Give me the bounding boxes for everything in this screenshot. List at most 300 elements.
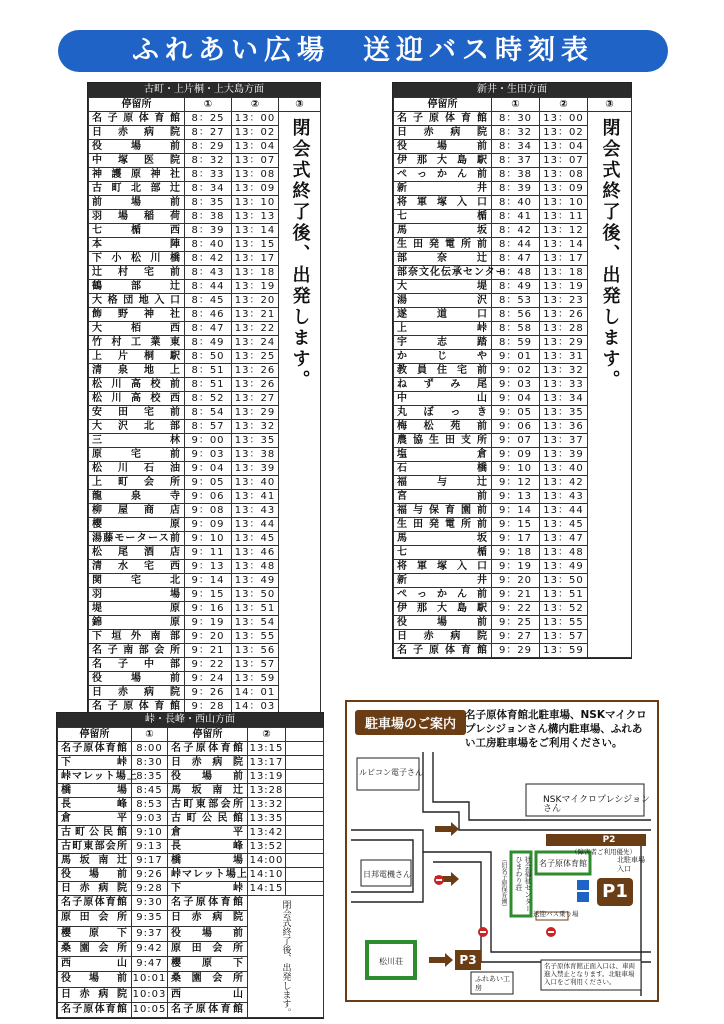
departure-time: 8：41 [492, 210, 540, 224]
departure-time: 8：47 [492, 252, 540, 266]
label-bus-stop: 送迎バス乗り場 [533, 910, 579, 918]
departure-time: 9：10 [185, 532, 232, 546]
departure-time: 13：29 [232, 406, 279, 420]
departure-time: 8：40 [492, 196, 540, 210]
departure-time: 8：34 [185, 182, 232, 196]
stop-name: 上片桐駅 [89, 350, 185, 364]
stop-name: 松川高校西 [89, 392, 185, 406]
route1-table [88, 97, 321, 714]
stop-name: 松川石油 [89, 462, 185, 476]
departure-time: 13：21 [232, 308, 279, 322]
stop-name: 桑園会所 [58, 941, 132, 956]
departure-time: 9：07 [492, 434, 540, 448]
table-row [58, 882, 324, 896]
departure-note [248, 896, 324, 1018]
departure-time: 9：19 [492, 560, 540, 574]
stop-name: 倉平 [58, 812, 132, 826]
stop-name: ぺっかん前 [394, 168, 492, 182]
departure-time: 8：43 [185, 266, 232, 280]
map-canvas [351, 752, 651, 996]
page-title: ふれあい広場 送迎バス時刻表 [58, 30, 668, 72]
departure-time: 8:35 [132, 770, 168, 784]
stop-name: 関宅北 [89, 574, 185, 588]
departure-time: 13:15 [248, 742, 286, 756]
stop-name: 湯藤モータース前 [89, 532, 185, 546]
departure-time: 13：35 [540, 406, 588, 420]
departure-time: 9：21 [492, 588, 540, 602]
label-north-entrance: 北駐車場入口 [617, 856, 645, 873]
departure-time: 8：42 [492, 224, 540, 238]
stop-name: 名子原体育館 [89, 700, 185, 714]
departure-time: 9：15 [492, 518, 540, 532]
departure-time: 13：14 [232, 224, 279, 238]
stop-name: 遂道口 [394, 308, 492, 322]
route1-title: 古町・上片桐・上大島方面 [88, 83, 320, 97]
col-header: ③ [588, 98, 632, 112]
departure-time: 9:26 [132, 868, 168, 882]
departure-time: 13：19 [232, 280, 279, 294]
departure-time: 8：46 [185, 308, 232, 322]
stop-name: 日赤病院 [168, 756, 248, 770]
stop-name: 堤原 [89, 602, 185, 616]
stop-name: 原田会所 [58, 911, 132, 926]
departure-time: 9：25 [492, 616, 540, 630]
stop-name: 名子中部 [89, 658, 185, 672]
departure-time: 9：13 [492, 490, 540, 504]
table-row [58, 798, 324, 812]
departure-time: 8：27 [185, 126, 232, 140]
departure-time: 8：29 [185, 140, 232, 154]
departure-time: 13：39 [540, 448, 588, 462]
departure-time: 9:37 [132, 926, 168, 941]
departure-time: 8：25 [185, 112, 232, 126]
stop-name: 日赤病院 [394, 126, 492, 140]
stop-name: 長峰 [168, 840, 248, 854]
empty-cell [286, 826, 324, 840]
departure-time: 13：42 [540, 476, 588, 490]
departure-time: 8：38 [492, 168, 540, 182]
empty-cell [286, 882, 324, 896]
stop-name: 将軍塚入口 [394, 560, 492, 574]
departure-time: 13:17 [248, 756, 286, 770]
departure-time: 8：48 [492, 266, 540, 280]
stop-name: 名子原体育館 [394, 644, 492, 658]
stop-name: 古町北部辻 [89, 182, 185, 196]
timetable-route3 [56, 712, 324, 1019]
stop-name: 馬坂 [394, 224, 492, 238]
stop-name: 日赤病院 [89, 126, 185, 140]
stop-name: 龍泉寺 [89, 490, 185, 504]
timetable-route2 [392, 82, 632, 659]
departure-time: 9：22 [492, 602, 540, 616]
departure-time: 13：12 [540, 224, 588, 238]
departure-time: 13：00 [540, 112, 588, 126]
stop-name: 丸ぼっき [394, 406, 492, 420]
empty-cell [286, 868, 324, 882]
stop-name: 桑園会所 [168, 972, 248, 987]
departure-time: 9：27 [492, 630, 540, 644]
stop-name: 部奈辻 [394, 252, 492, 266]
departure-time: 8：40 [185, 238, 232, 252]
departure-time: 9：16 [185, 602, 232, 616]
stop-name: ねずみ尾 [394, 378, 492, 392]
departure-time: 14:10 [248, 868, 286, 882]
departure-time: 9：19 [185, 616, 232, 630]
departure-time: 13：37 [540, 434, 588, 448]
departure-time: 13：50 [540, 574, 588, 588]
accessibility-icon [577, 892, 589, 902]
route3-table [57, 727, 324, 1018]
stop-name: 上峠 [394, 322, 492, 336]
departure-time: 13：14 [540, 238, 588, 252]
stop-name: 清泉地上 [89, 364, 185, 378]
table-row [58, 756, 324, 770]
stop-name: 松川高校前 [89, 378, 185, 392]
departure-time: 13：24 [232, 336, 279, 350]
stop-name: 塩倉 [394, 448, 492, 462]
departure-time: 13：11 [540, 210, 588, 224]
departure-time: 9:30 [132, 896, 168, 911]
departure-time: 14:15 [248, 882, 286, 896]
departure-time: 13：26 [232, 364, 279, 378]
col-header: ① [492, 98, 540, 112]
stop-name: 櫻原 [89, 518, 185, 532]
stop-name: 名子原体育館 [58, 1002, 132, 1017]
departure-time: 13：44 [232, 518, 279, 532]
route3-title: 峠・長峰・西山方面 [57, 713, 323, 727]
stop-name: 古町公民館 [58, 826, 132, 840]
departure-time: 8：39 [185, 224, 232, 238]
stop-name: 湯沢 [394, 294, 492, 308]
departure-time: 13：40 [540, 462, 588, 476]
departure-time: 13：19 [540, 280, 588, 294]
departure-time: 13：00 [232, 112, 279, 126]
stop-name: 伊那大島駅 [394, 154, 492, 168]
table-row [58, 868, 324, 882]
departure-time: 9:10 [132, 826, 168, 840]
stop-name: かじや [394, 350, 492, 364]
departure-time: 13：32 [540, 364, 588, 378]
departure-time: 8：50 [185, 350, 232, 364]
departure-time: 8：32 [185, 154, 232, 168]
departure-time: 9:42 [132, 941, 168, 956]
stop-name: 宇志踏 [394, 336, 492, 350]
departure-note [279, 112, 321, 714]
departure-time: 13：39 [232, 462, 279, 476]
departure-time: 8：57 [185, 420, 232, 434]
stop-name: 役場前 [394, 616, 492, 630]
stop-name: 福与保育園前 [394, 504, 492, 518]
stop-name: 原田会所 [168, 941, 248, 956]
stop-name: 鶴部辻 [89, 280, 185, 294]
stop-name: 大格団地入口 [89, 294, 185, 308]
departure-time: 13：07 [540, 154, 588, 168]
stop-name: 神護原神社 [89, 168, 185, 182]
p2-badge: P2 [602, 835, 616, 845]
label-gym: 名子原体育館 [539, 859, 587, 868]
stop-name: 三林 [89, 434, 185, 448]
stop-name: 農協生田支所 [394, 434, 492, 448]
stop-name: 福与辻 [394, 476, 492, 490]
stop-name: 羽場 [89, 588, 185, 602]
stop-name: 錦原 [89, 616, 185, 630]
stop-name: 名子原体育館 [58, 896, 132, 911]
departure-time: 13：59 [232, 672, 279, 686]
departure-time: 8：37 [492, 154, 540, 168]
stop-name: 役場前 [89, 140, 185, 154]
stop-name: 羽場稲荷 [89, 210, 185, 224]
col-header: ② [232, 98, 279, 112]
stop-name: 役場前 [58, 972, 132, 987]
departure-time: 13：57 [232, 658, 279, 672]
table-row [58, 840, 324, 854]
departure-time: 9：01 [492, 350, 540, 364]
col-header: ① [132, 728, 168, 742]
departure-time: 13：50 [232, 588, 279, 602]
accessibility-icon [577, 880, 589, 890]
departure-time: 9：05 [492, 406, 540, 420]
departure-time: 9：11 [185, 546, 232, 560]
departure-time: 13：29 [540, 336, 588, 350]
stop-name: 名子原体育館 [394, 112, 492, 126]
departure-time: 9：12 [492, 476, 540, 490]
departure-time: 8：44 [185, 280, 232, 294]
departure-time: 9：17 [492, 532, 540, 546]
departure-time: 9：06 [185, 490, 232, 504]
stop-name: 名子南部会所 [89, 644, 185, 658]
stop-name: 名子原体育館 [58, 742, 132, 756]
departure-time: 8：54 [185, 406, 232, 420]
stop-name: 本陣 [89, 238, 185, 252]
stop-name: 柳屋商店 [89, 504, 185, 518]
stop-name: 橋場 [168, 854, 248, 868]
stop-name: 松尾酒店 [89, 546, 185, 560]
stop-name: 石橋 [394, 462, 492, 476]
departure-time: 8:30 [132, 756, 168, 770]
departure-time: 9：08 [185, 504, 232, 518]
stop-name: 古町東部会所 [58, 840, 132, 854]
label-hinode: 日邦電機さん [363, 870, 411, 879]
departure-time: 8：52 [185, 392, 232, 406]
departure-time: 13：17 [232, 252, 279, 266]
departure-note [588, 112, 632, 658]
departure-time: 13：10 [232, 196, 279, 210]
departure-time: 13：40 [232, 476, 279, 490]
col-header: ① [185, 98, 232, 112]
departure-time: 9：05 [185, 476, 232, 490]
stop-name: 名子原体育館 [168, 896, 248, 911]
stop-name: 下垣外南部 [89, 630, 185, 644]
stop-name: 安田宅前 [89, 406, 185, 420]
departure-time: 9：28 [185, 700, 232, 714]
departure-time: 13：20 [232, 294, 279, 308]
departure-time: 13：08 [540, 168, 588, 182]
stop-name: 原宅前 [89, 448, 185, 462]
route2-table [393, 97, 632, 658]
departure-time: 13：56 [232, 644, 279, 658]
departure-time: 13：13 [232, 210, 279, 224]
departure-time: 13：28 [540, 322, 588, 336]
empty-cell [286, 784, 324, 798]
label-welfare: 社会福祉センターひまわり荘 [515, 856, 532, 912]
departure-time: 13：52 [540, 602, 588, 616]
stop-name: 櫻原下 [168, 957, 248, 972]
departure-time: 14：01 [232, 686, 279, 700]
stop-name: 名子原体育館 [89, 112, 185, 126]
table-row [58, 826, 324, 840]
departure-time: 9:35 [132, 911, 168, 926]
label-south-note: 名子原体育館正面入口は、車両進入禁止となります。北駐車場入口をご利用ください。 [544, 962, 635, 986]
arrow-icon [435, 822, 459, 836]
table-row [58, 742, 324, 756]
departure-time: 9：04 [185, 462, 232, 476]
departure-time: 9:28 [132, 882, 168, 896]
departure-time: 13：02 [540, 126, 588, 140]
empty-cell [286, 854, 324, 868]
departure-time: 13：09 [232, 182, 279, 196]
stop-name: 馬坂 [394, 532, 492, 546]
departure-note-text: 閉会式終了後、出発します。 [280, 900, 291, 1017]
departure-note-text: 閉会式終了後、出発します。 [289, 118, 311, 391]
departure-time: 9：10 [492, 462, 540, 476]
departure-time: 13：02 [232, 126, 279, 140]
departure-time: 9：20 [185, 630, 232, 644]
departure-time: 14：03 [232, 700, 279, 714]
stop-name: 役場前 [394, 140, 492, 154]
departure-time: 14:00 [248, 854, 286, 868]
departure-time: 8：45 [185, 294, 232, 308]
stop-name: 橋場 [58, 784, 132, 798]
col-header: ② [248, 728, 286, 742]
departure-time: 13：57 [540, 630, 588, 644]
stop-name: 名子原体育館 [168, 1002, 248, 1017]
departure-time: 13：49 [232, 574, 279, 588]
parking-map [345, 700, 659, 1002]
departure-time: 8：59 [492, 336, 540, 350]
departure-note-text: 閉会式終了後、出発します。 [599, 118, 621, 391]
stop-name: 七楯西 [89, 224, 185, 238]
departure-time: 9：29 [492, 644, 540, 658]
departure-time: 9：04 [492, 392, 540, 406]
departure-time: 9：21 [185, 644, 232, 658]
departure-time: 13：44 [540, 504, 588, 518]
departure-time: 13:28 [248, 784, 286, 798]
parking-heading: 駐車場のご案内 [355, 710, 466, 735]
departure-time: 13：04 [540, 140, 588, 154]
label-fureai: ふれあい工房 [475, 975, 510, 992]
empty-cell [286, 812, 324, 826]
departure-time: 8：53 [492, 294, 540, 308]
p3-badge: P3 [455, 950, 481, 970]
col-header: 停留所 [394, 98, 492, 112]
stop-name: 生田発電所前 [394, 518, 492, 532]
stop-name: 下峠 [58, 756, 132, 770]
departure-time: 13：36 [540, 420, 588, 434]
departure-time: 9:13 [132, 840, 168, 854]
departure-time: 13：45 [540, 518, 588, 532]
col-header [286, 728, 324, 742]
table-row [58, 784, 324, 798]
departure-time: 8：32 [492, 126, 540, 140]
stop-name: 名子原体育館 [168, 742, 248, 756]
departure-time: 8：34 [492, 140, 540, 154]
departure-time: 13:52 [248, 840, 286, 854]
departure-time: 13：46 [232, 546, 279, 560]
stop-name: 役場前 [58, 868, 132, 882]
departure-time: 13：27 [232, 392, 279, 406]
col-header: 停留所 [58, 728, 132, 742]
table-row [89, 112, 321, 126]
col-header: 停留所 [168, 728, 248, 742]
departure-time: 13：49 [540, 560, 588, 574]
departure-time: 8：44 [492, 238, 540, 252]
stop-name: 長峰 [58, 798, 132, 812]
departure-time: 8：51 [185, 364, 232, 378]
stop-name: 宮前 [394, 490, 492, 504]
stop-name: 日赤病院 [89, 686, 185, 700]
stop-name: 日赤病院 [394, 630, 492, 644]
table-row [58, 770, 324, 784]
col-header: ② [540, 98, 588, 112]
departure-time: 8：58 [492, 322, 540, 336]
departure-time: 13:19 [248, 770, 286, 784]
stop-name: 中山 [394, 392, 492, 406]
departure-time: 9：03 [185, 448, 232, 462]
empty-cell [286, 840, 324, 854]
departure-time: 13：26 [540, 308, 588, 322]
departure-time: 13：45 [232, 532, 279, 546]
table-row [58, 854, 324, 868]
col-header: ③ [279, 98, 321, 112]
departure-time: 8：42 [185, 252, 232, 266]
departure-time: 13：33 [540, 378, 588, 392]
departure-time: 9：14 [492, 504, 540, 518]
departure-time: 13：18 [540, 266, 588, 280]
departure-time: 9：15 [185, 588, 232, 602]
departure-time: 8:53 [132, 798, 168, 812]
departure-time: 13：31 [540, 350, 588, 364]
stop-name: 清水宅西 [89, 560, 185, 574]
departure-time: 10:03 [132, 987, 168, 1002]
departure-time: 13：23 [540, 294, 588, 308]
label-welfare-note: （旧名子原保育園） [500, 856, 507, 910]
empty-cell [286, 742, 324, 756]
stop-name: 西山 [168, 987, 248, 1002]
stop-name: 下峠 [168, 882, 248, 896]
timetable-route1 [87, 82, 321, 715]
table-row [58, 896, 324, 911]
departure-time: 13：15 [232, 238, 279, 252]
stop-name: 飾野神社 [89, 308, 185, 322]
stop-name: 上町会所 [89, 476, 185, 490]
parking-info: 名子原体育館北駐車場、NSKマイクロプレシジョンさん構内駐車場、ふれあい工房駐車場をご利用ください。 [465, 709, 647, 749]
stop-name: 梅松苑前 [394, 420, 492, 434]
stop-name: 日赤病院 [58, 987, 132, 1002]
stop-name: 生田発電所前 [394, 238, 492, 252]
departure-time: 9：18 [492, 546, 540, 560]
stop-name: 役場前 [89, 672, 185, 686]
departure-time: 8：30 [492, 112, 540, 126]
departure-time: 13：26 [232, 378, 279, 392]
departure-time: 8:00 [132, 742, 168, 756]
departure-time: 13：08 [232, 168, 279, 182]
stop-name: 中塚医院 [89, 154, 185, 168]
departure-time: 13：22 [232, 322, 279, 336]
label-p2-note: （障害者ご利用優先） [571, 848, 636, 856]
stop-name: 古町東部会所 [168, 798, 248, 812]
departure-time: 8：51 [185, 378, 232, 392]
stop-name: 将軍塚入口 [394, 196, 492, 210]
